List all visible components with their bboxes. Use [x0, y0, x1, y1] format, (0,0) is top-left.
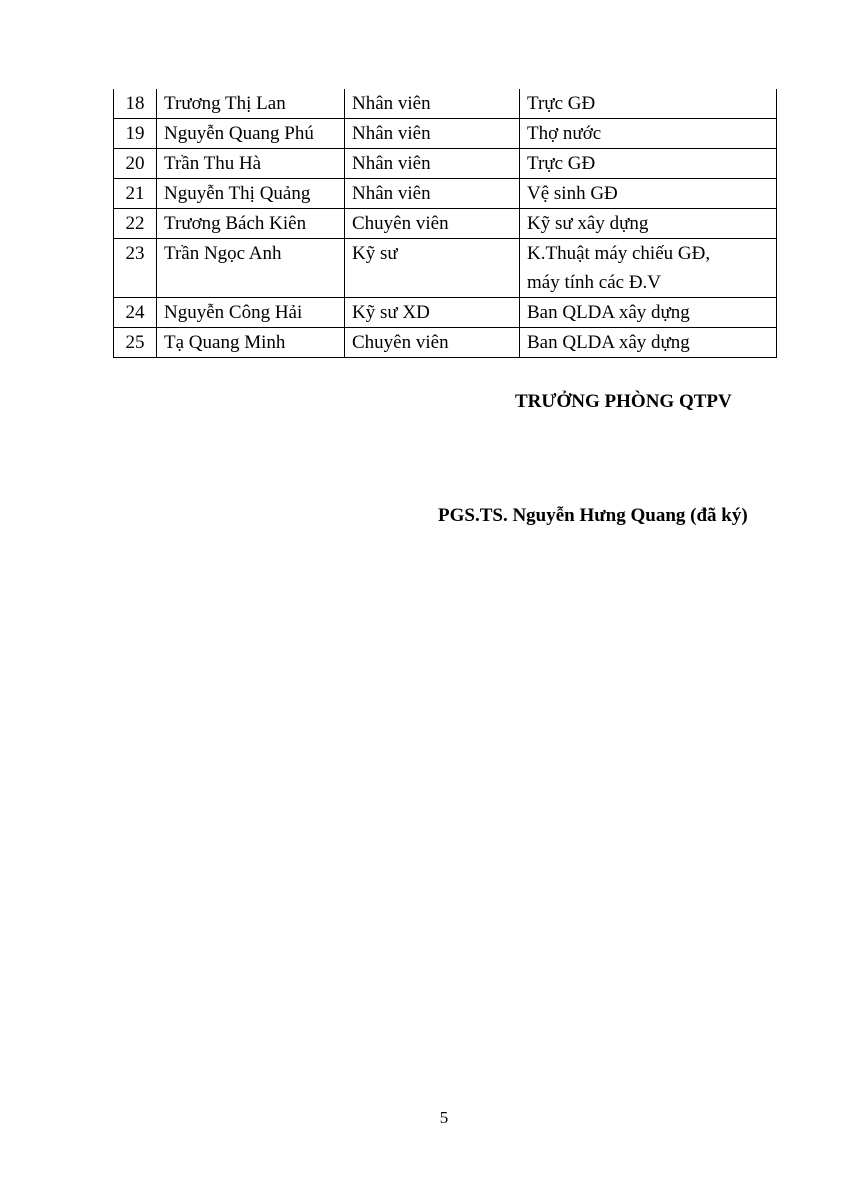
- staff-role: Kỹ sư XD: [345, 298, 520, 328]
- staff-duty: [520, 298, 777, 328]
- staff-role: Nhân viên: [345, 149, 520, 179]
- staff-name: Trương Bách Kiên: [157, 209, 345, 239]
- staff-name: Nguyễn Thị Quảng: [157, 179, 345, 209]
- staff-role: Chuyên viên: [345, 209, 520, 239]
- staff-duty-line: K.Thuật máy chiếu GĐ,: [527, 243, 711, 264]
- staff-role: Kỹ sư: [345, 239, 520, 298]
- staff-duty: [520, 328, 777, 358]
- row-number: 20: [114, 149, 157, 179]
- table-row: [114, 149, 777, 179]
- staff-name: Tạ Quang Minh: [157, 328, 345, 358]
- row-number: 25: [114, 328, 157, 358]
- staff-duty: [520, 179, 777, 209]
- row-number: 21: [114, 179, 157, 209]
- staff-name: Nguyễn Quang Phú: [157, 119, 345, 149]
- table-row: [114, 209, 777, 239]
- table-row: [114, 179, 777, 209]
- row-number: 22: [114, 209, 157, 239]
- staff-duty-line: Vệ sinh GĐ: [527, 183, 618, 204]
- staff-duty: [520, 119, 777, 149]
- row-number: 19: [114, 119, 157, 149]
- table-row: [114, 239, 777, 298]
- staff-duty-line: Ban QLDA xây dựng: [527, 302, 690, 323]
- table-row: [114, 298, 777, 328]
- page-number: 5: [439, 1108, 449, 1127]
- staff-role: Nhân viên: [345, 89, 520, 119]
- row-number: 18: [114, 89, 157, 119]
- staff-table-body: [114, 89, 777, 358]
- staff-role: Nhân viên: [345, 179, 520, 209]
- staff-name: Trần Ngọc Anh: [157, 239, 345, 298]
- staff-duty-line: Kỹ sư xây dựng: [527, 213, 649, 234]
- staff-duty: [520, 209, 777, 239]
- table-row: [114, 119, 777, 149]
- staff-duty: [520, 239, 777, 298]
- staff-name: Nguyễn Công Hải: [157, 298, 345, 328]
- staff-duty-line: Trực GĐ: [527, 153, 596, 174]
- staff-name: Trần Thu Hà: [157, 149, 345, 179]
- staff-table: [113, 89, 777, 358]
- staff-duty: [520, 89, 777, 119]
- staff-role: Nhân viên: [345, 119, 520, 149]
- staff-duty: [520, 149, 777, 179]
- signature-title: TRƯỞNG PHÒNG QTPV: [515, 391, 732, 412]
- row-number: 24: [114, 298, 157, 328]
- staff-duty-line: Ban QLDA xây dựng: [527, 332, 690, 353]
- signature-name: PGS.TS. Nguyễn Hưng Quang (đã ký): [438, 505, 748, 526]
- staff-name: Trương Thị Lan: [157, 89, 345, 119]
- row-number: 23: [114, 239, 157, 298]
- staff-role: Chuyên viên: [345, 328, 520, 358]
- table-row: [114, 328, 777, 358]
- table-row: [114, 89, 777, 119]
- staff-duty-line: máy tính các Đ.V: [527, 272, 662, 293]
- staff-duty-line: Thợ nước: [527, 123, 602, 144]
- staff-duty-line: Trực GĐ: [527, 93, 596, 114]
